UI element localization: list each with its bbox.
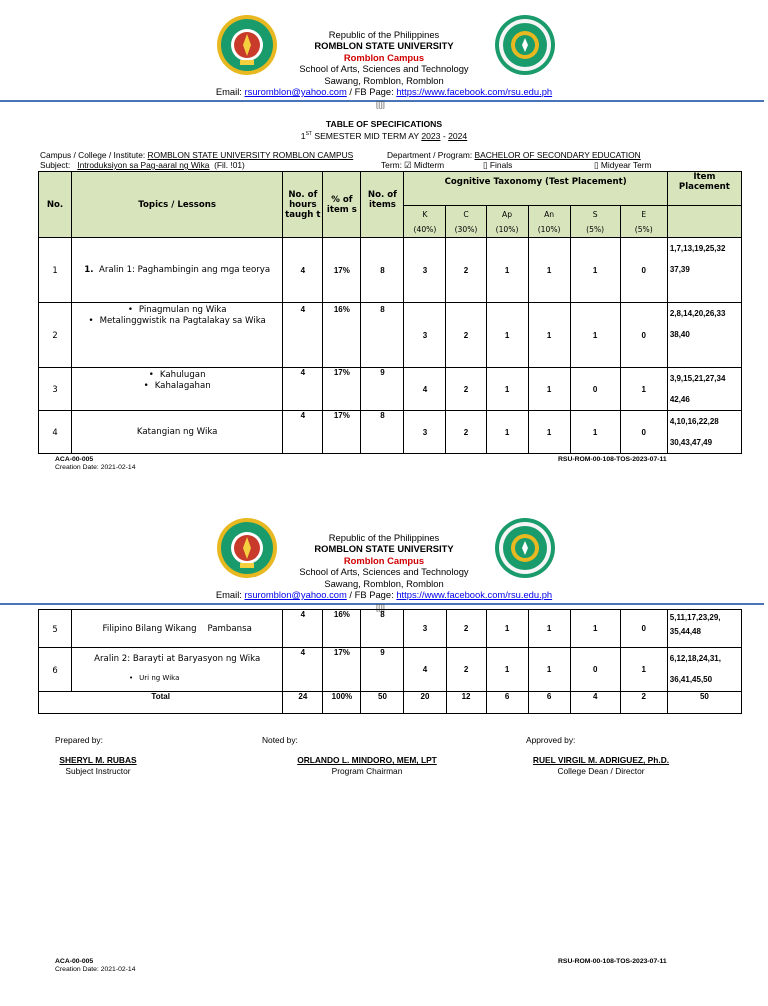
letterhead-text [0,29,768,97]
approved-by-label: Approved by: [526,735,576,745]
campus-field: Campus / College / Institute: ROMBLON STATE UNIVERSITY ROMBLON CAMPUS [40,150,354,160]
col-an: An (10%) [528,206,570,238]
col-hours: No. of hours taugh t [283,172,323,238]
col-percent: % of item s [323,172,361,238]
university-name: ROMBLON STATE UNIVERSITY [314,543,454,555]
col-no: No. [39,172,72,238]
table-row: 6 Aralin 2: Barayti at Baryasyon ng Wika • Uri ng Wika 4 17% 9 4 2 1 1 0 1 6,12,18,24,31, 36,41,45,50 [39,648,742,692]
campus-name: Romblon Campus [343,554,425,566]
department-field: Department / Program: BACHELOR OF SECONDARY EDUCATION [387,150,641,160]
form-code-footer: ACA-00-005 Creation Date: 2021-02-14 [55,958,136,973]
table-row: 3 • Kahulugan • Kahalagahan 4 17% 9 4 2 1 1 0 1 3,9,15,21,27,34 42,46 [39,368,742,411]
republic-line: Republic of the Philippines [328,532,440,543]
term-midterm-checkbox[interactable]: ☑ Midterm [404,160,445,170]
tos-table-page1 [38,171,742,454]
email-link[interactable]: rsuromblon@yahoo.com [244,86,347,98]
noted-by-label: Noted by: [262,735,298,745]
form-code-footer: ACA-00-005 Creation Date: 2021-02-14 [55,456,136,471]
university-name: ROMBLON STATE UNIVERSITY [314,40,454,52]
col-s: S (5%) [570,206,620,238]
topic-cell: • Kahulugan • Kahalagahan [72,368,283,411]
email-link[interactable]: rsuromblon@yahoo.com [244,589,347,601]
placement-cell: 2,8,14,20,26,33 38,40 [667,303,741,368]
header-glyph: [[]] [376,100,385,109]
letterhead-text [0,532,768,600]
placement-cell: 1,7,13,19,25,32 37,39 [667,238,741,303]
title-main: TABLE OF SPECIFICATIONS [325,119,443,129]
page-2 [0,500,768,1006]
address-line: Sawang, Romblon, Romblon [324,577,444,589]
campus-name: Romblon Campus [343,51,425,63]
page-1 [0,0,768,500]
document-title [0,119,768,141]
col-placement-blank [667,206,741,238]
letterhead [0,0,768,108]
noted-signatory: ORLANDO L. MINDORO, MEM, LPT Program Chairman [297,755,437,776]
col-placement: Item Placement [667,172,741,206]
topic-cell: Aralin 2: Barayti at Baryasyon ng Wika • Uri ng Wika [72,648,283,692]
contact-line [0,86,768,97]
subject-field: Subject: Introduksiyon sa Pag-aaral ng Wika (Fil. !01) [40,160,245,170]
contact-line [0,589,768,600]
col-items: No. of items [361,172,404,238]
term-label: Term: [381,160,402,170]
topic-cell: • Pinagmulan ng Wika • Metalinggwistik na Pagtalakay sa Wika [72,303,283,368]
col-topics: Topics / Lessons [72,172,283,238]
topic-cell: Katangian ng Wika [72,411,283,454]
reference-code-footer: RSU-ROM-00-108-TOS-2023-07-11 [558,456,667,463]
term-finals-checkbox[interactable]: ▯ Finals [483,160,513,170]
address-line: Sawang, Romblon, Romblon [324,74,444,86]
letterhead [0,503,768,611]
table-row: 2 • Pinagmulan ng Wika • Metalinggwistik na Pagtalakay sa Wika 4 16% 8 3 2 1 1 1 0 2,8,14,20,26,33 38,40 [39,303,742,368]
term-midyear-checkbox[interactable]: ▯ Midyear Term [594,160,652,170]
email-label: Email: [215,589,242,601]
reference-code-footer: RSU-ROM-00-108-TOS-2023-07-11 [558,958,667,965]
col-k: K (40%) [404,206,446,238]
republic-line: Republic of the Philippines [328,29,440,40]
col-e: E (5%) [620,206,667,238]
fb-label: / FB Page: [349,86,394,98]
table-row: 5 Filipino Bilang Wikang Pambansa 4 16% 8 3 2 1 1 1 0 5,11,17,23,29, 35,44,48 [39,610,742,648]
table-row: 4 Katangian ng Wika 4 17% 8 3 2 1 1 1 0 4,10,16,22,28 30,43,47,49 [39,411,742,454]
tos-table-page2 [38,609,742,714]
placement-cell: 5,11,17,23,29, 35,44,48 [667,610,741,648]
header-glyph: [[]] [376,603,385,612]
prepared-by-label: Prepared by: [55,735,103,745]
placement-cell: 4,10,16,22,28 30,43,47,49 [667,411,741,454]
fb-link[interactable]: https://www.facebook.com/rsu.edu.ph [396,589,553,601]
placement-cell: 3,9,15,21,27,34 42,46 [667,368,741,411]
topic-cell: 1. Aralin 1: Paghambingin ang mga teorya [72,238,283,303]
col-ap: Ap (10%) [486,206,528,238]
table-header-row [39,172,742,206]
approved-signatory: RUEL VIRGIL M. ADRIGUEZ, Ph.D. College Dean / Director [532,755,670,776]
total-row: Total 24 100% 50 20 12 6 6 4 2 50 [39,692,742,714]
table-row: 1 1. Aralin 1: Paghambingin ang mga teorya 4 17% 8 3 2 1 1 1 0 1,7,13,19,25,32 37,39 [39,238,742,303]
topic-cell: Filipino Bilang Wikang Pambansa [72,610,283,648]
email-label: Email: [215,86,242,98]
col-c: C (30%) [446,206,486,238]
placement-cell: 6,12,18,24,31, 36,41,45,50 [667,648,741,692]
fb-label: / FB Page: [349,589,394,601]
school-name: School of Arts, Sciences and Technology [299,566,469,578]
school-name: School of Arts, Sciences and Technology [299,63,469,75]
col-cognitive: Cognitive Taxonomy (Test Placement) [404,172,667,206]
prepared-signatory: SHERYL M. RUBAS Subject Instructor [59,755,137,776]
title-semester: 1ST SEMESTER MID TERM AY 2023 - 2024 [300,130,468,141]
fb-link[interactable]: https://www.facebook.com/rsu.edu.ph [396,86,553,98]
